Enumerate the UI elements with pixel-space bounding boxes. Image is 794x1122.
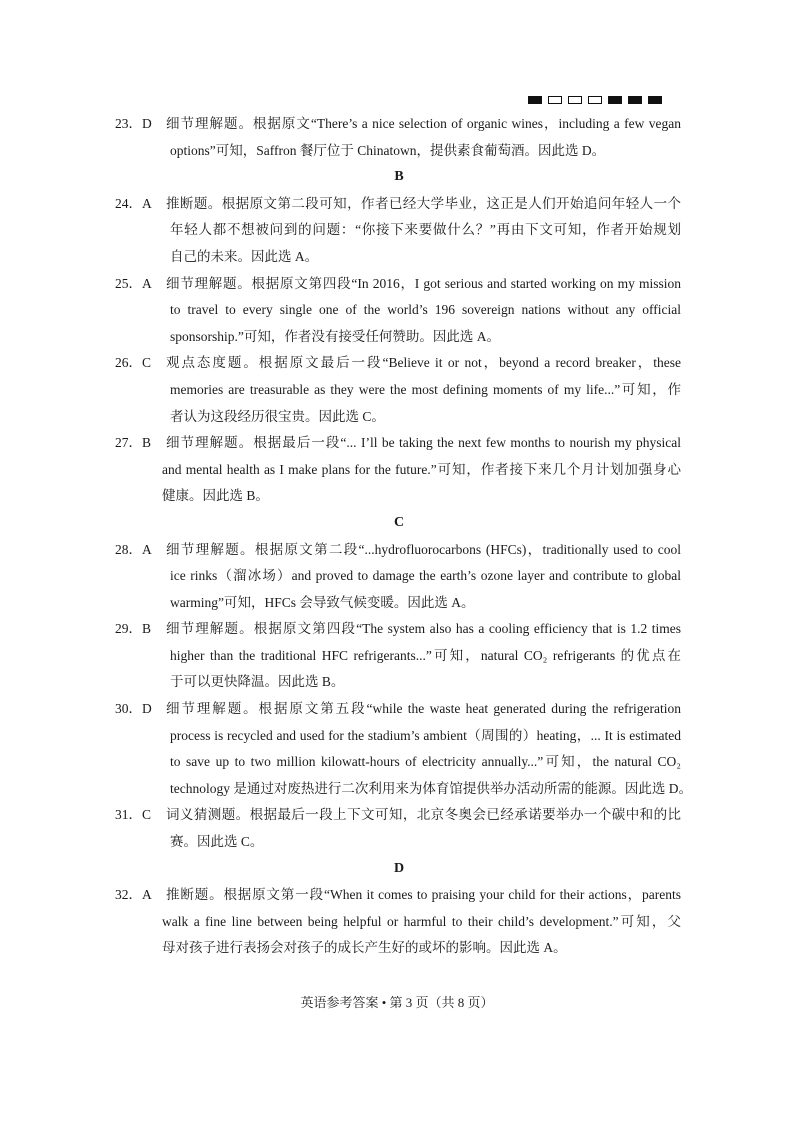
explanation-line: 母对孩子进行表扬会对孩子的成长产生好的或坏的影响。因此选 A。 [162, 940, 567, 956]
explanation-line: sponsorship.”可知，作者没有接受任何赞助。因此选 A。 [170, 328, 500, 344]
header-mark [568, 96, 582, 104]
explanation-line: 词义猜测题。根据最后一段上下文可知，北京冬奥会已经承诺要举办一个碳中和的比 [166, 807, 681, 823]
answer-item [0, 616, 794, 696]
answer-explanations [0, 111, 794, 962]
explanation-line: 观点态度题。根据原文最后一段“Believe it or not，beyond a record breaker，these [166, 355, 681, 371]
answer-number: 28．A [115, 541, 152, 557]
explanation-line: ice rinks（溜冰场）and proved to damage the earth’s ozone layer and contribute to global [170, 568, 681, 584]
explanation-line: options”可知，Saffron 餐厅位于 Chinatown，提供素食葡萄酒。因此选 D。 [170, 142, 606, 158]
answer-number: 31．C [115, 807, 152, 823]
answer-number: 25．A [115, 275, 152, 291]
explanation-line: 细节理解题。根据原文第二段“...hydrofluorocarbons (HFCs)，traditionally used to cool [166, 541, 681, 557]
explanation-line: 年轻人都不想被问到的问题：“你接下来要做什么？”再由下文可知，作者开始规划 [170, 222, 681, 238]
explanation-line: 细节理解题。根据原文第四段“The system also has a cooling efficiency that is 1.2 times [166, 621, 681, 637]
section-heading: B [394, 169, 404, 185]
explanation-line: 者认为这段经历很宝贵。因此选 C。 [170, 408, 385, 424]
explanation-line: memories are treasurable as they were the most defining moments of my life...”可知，作 [170, 381, 681, 397]
explanation-line: to travel to every single one of the world’s 196 sovereign nations without any official [170, 302, 681, 318]
answer-item [0, 696, 794, 802]
explanation-line: 健康。因此选 B。 [162, 488, 269, 504]
explanation-line: 自己的未来。因此选 A。 [170, 248, 319, 264]
header-mark [528, 96, 542, 104]
answer-item [0, 802, 794, 855]
explanation-line: 细节理解题。根据原文第四段“In 2016，I got serious and started working on my mission [166, 275, 681, 291]
answer-item [0, 350, 794, 430]
answer-item [0, 882, 794, 962]
header-mark [588, 96, 602, 104]
explanation-line: warming”可知，HFCs 会导致气候变暖。因此选 A。 [170, 594, 475, 610]
answer-number: 30．D [115, 701, 152, 717]
header-mark [608, 96, 622, 104]
answer-number: 23．D [115, 116, 152, 131]
header-marks [528, 96, 662, 106]
explanation-line: 赛。因此选 C。 [170, 834, 264, 850]
explanation-line: 细节理解题。根据最后一段“... I’ll be taking the next few months to nourish my physical [166, 435, 681, 451]
answer-number: 26．C [115, 355, 152, 371]
explanation-line: 推断题。根据原文第一段“When it comes to praising your child for their actions，parents [166, 887, 681, 903]
explanation-line: 推断题。根据原文第二段可知，作者已经大学毕业，这正是人们开始追问年轻人一个 [166, 195, 681, 211]
explanation-line: 于可以更快降温。因此选 B。 [170, 674, 345, 690]
section-heading: C [393, 514, 405, 530]
answer-number: 29．B [115, 621, 152, 637]
header-mark [548, 96, 562, 104]
header-mark [648, 96, 662, 104]
answer-item [0, 191, 794, 271]
answer-item [0, 537, 794, 617]
explanation-line: process is recycled and used for the stadium’s ambient（周围的）heating，... It is estimated [170, 727, 681, 743]
answer-item [0, 111, 794, 164]
header-mark [628, 96, 642, 104]
answer-item [0, 430, 794, 510]
explanation-line: higher than the traditional HFC refrigerants...”可知，natural CO₂ refrigerants 的优点在 [170, 647, 681, 663]
answer-item [0, 271, 794, 351]
answer-number: 24．A [115, 195, 152, 211]
section-heading: D [393, 860, 405, 876]
explanation-line: 细节理解题。根据原文第五段“while the waste heat generated during the refrigeration [166, 701, 681, 717]
answer-number: 27．B [115, 435, 152, 451]
page-footer: 英语参考答案 • 第 3 页（共 8 页） [300, 995, 494, 1010]
explanation-line: 细节理解题。根据原文“There’s a nice selection of organic wines，including a few vegan [166, 116, 681, 131]
explanation-line: walk a fine line between being helpful or harmful to their child’s development.”可知，父 [162, 913, 681, 929]
explanation-line: technology 是通过对废热进行二次利用来为体育馆提供举办活动所需的能源。因此选 D。 [170, 780, 692, 796]
explanation-line: to save up to two million kilowatt-hours of electricity annually...”可知，the natural CO₂ [170, 754, 681, 770]
answer-number: 32．A [115, 887, 152, 903]
explanation-line: and mental health as I make plans for the future.”可知，作者接下来几个月计划加强身心 [162, 461, 681, 477]
